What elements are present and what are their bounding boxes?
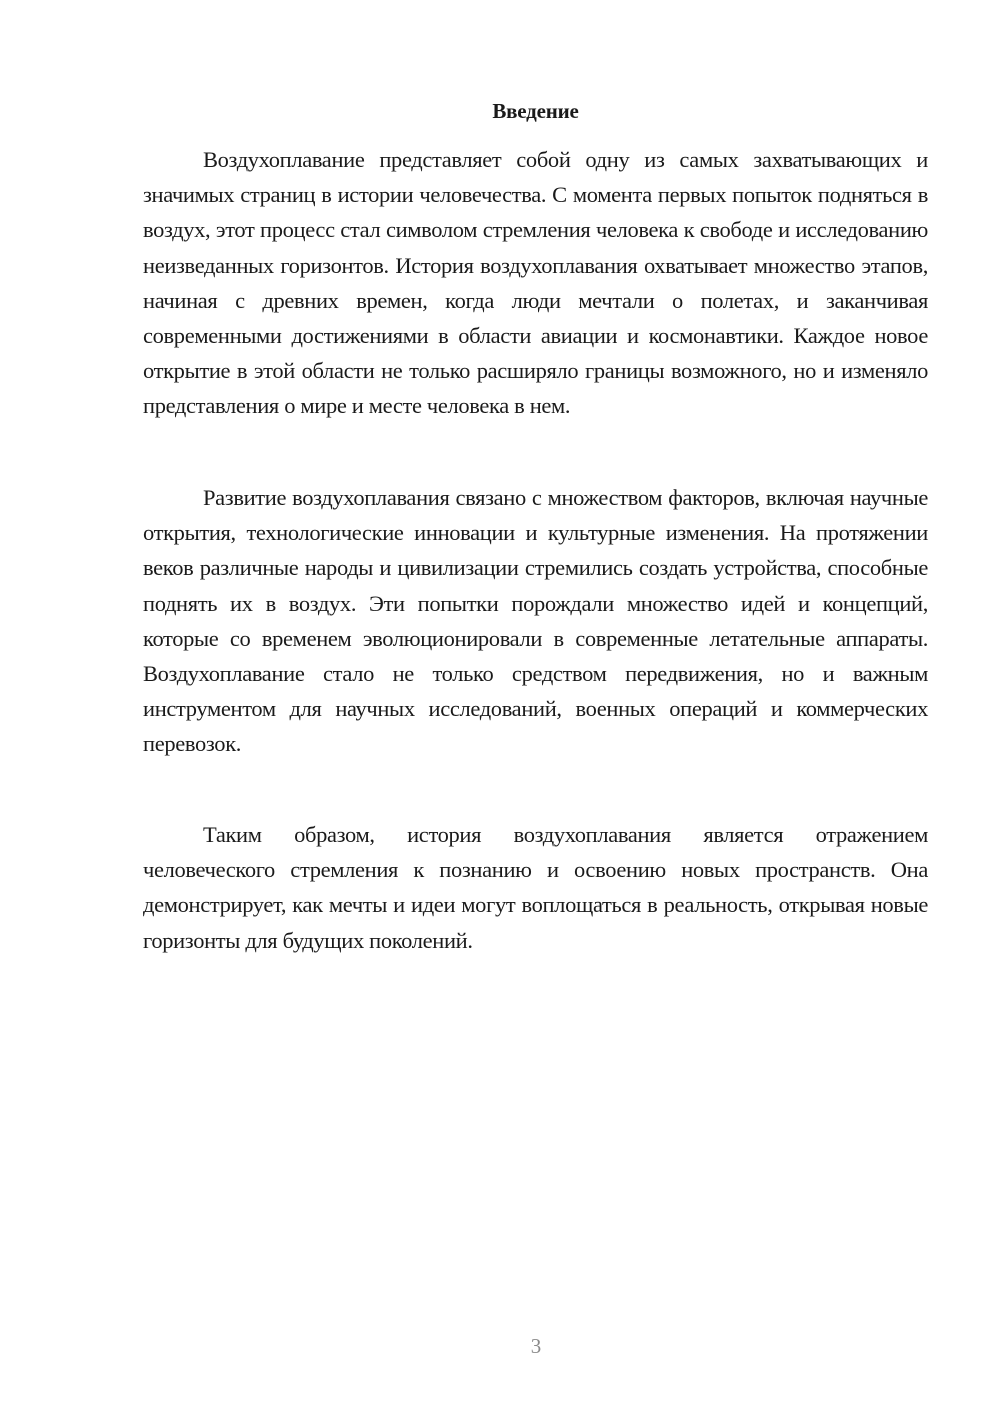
paragraph-1 (143, 142, 928, 424)
paragraph-text: Таким образом, история воздухоплавания является отражением человеческого стремления к познанию и освоению новых пространств. Она демонстрирует, как мечты и идеи могут воплощаться в реальность, открывая новые горизонты для будущих поколений. (143, 822, 928, 953)
paragraph-2 (143, 480, 928, 762)
paragraph-3 (143, 817, 928, 958)
page-number: 3 (530, 1334, 542, 1358)
paragraph-text: Развитие воздухоплавания связано с множеством факторов, включая научные открытия, технологические инновации и культурные изменения. На протяжении веков различные народы и цивилизации стремились создать устройства, способные поднять их в воздух. Эти попытки порождали множество идей и концепций, которые со временем эволюционировали в современные летательные аппараты. Воздухоплавание стало не только средством передвижения, но и важным инструментом для научных исследований, военных операций и коммерческих перевозок. (143, 485, 928, 757)
section-title: Введение (492, 99, 579, 123)
paragraph-text: Воздухоплавание представляет собой одну из самых захватывающих и значимых страниц в истории человечества. С момента первых попыток подняться в воздух, этот процесс стал символом стремления человека к свободе и исследованию неизведанных горизонтов. История воздухоплавания охватывает множество этапов, начиная с древних времен, когда люди мечтали о полетах, и заканчивая современными достижениями в области авиации и космонавтики. Каждое новое открытие в этой области не только расширяло границы возможного, но и изменяло представления о мире и месте человека в нем. (143, 147, 928, 419)
